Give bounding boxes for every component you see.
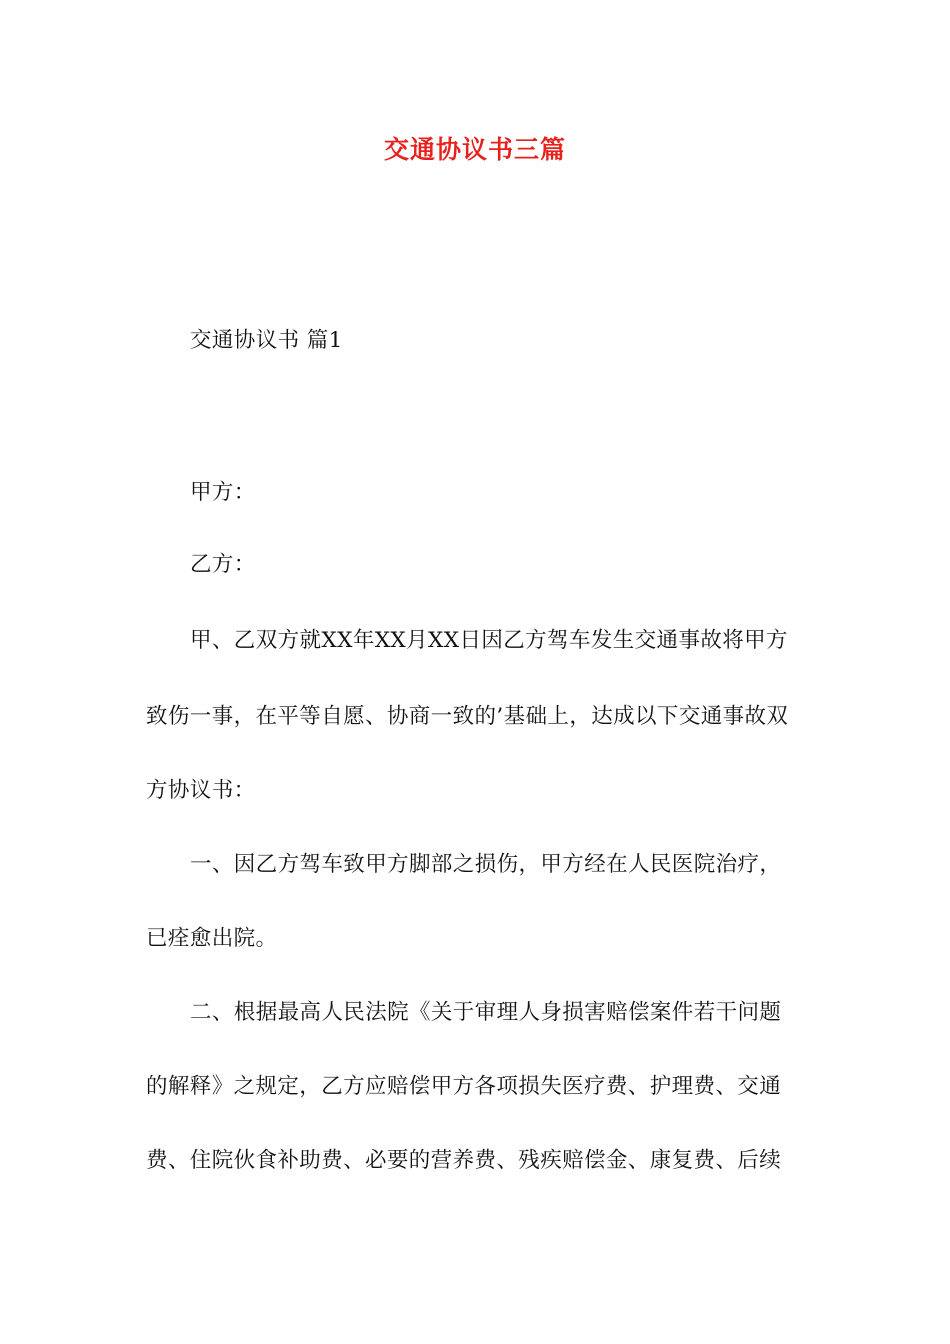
document-title: 交通协议书三篇: [383, 135, 566, 164]
paragraph-line: 的解释》之规定，乙方应赔偿甲方各项损失医疗费、护理费、交通: [146, 1074, 782, 1099]
party-a-line: 甲方：: [190, 480, 256, 505]
paragraph-line: 费、住院伙食补助费、必要的营养费、残疾赔偿金、康复费、后续: [146, 1148, 782, 1173]
paragraph-line: 致伤一事，在平等自愿、协商一致的’基础上，达成以下交通事故双: [146, 704, 789, 729]
paragraph-line: 二、根据最高人民法院《关于审理人身损害赔偿案件若干问题: [190, 1000, 782, 1025]
paragraph-line: 方协议书：: [146, 778, 256, 803]
paragraph-line: 一、因乙方驾车致甲方脚部之损伤，甲方经在人民医院治疗，: [190, 852, 782, 877]
paragraph-line: 甲、乙双方就XX年XX月XX日因乙方驾车发生交通事故将甲方: [190, 628, 788, 653]
paragraph-line: 已痊愈出院。: [146, 926, 278, 951]
party-b-line: 乙方：: [190, 552, 256, 577]
section-heading: 交通协议书 篇1: [190, 328, 343, 353]
